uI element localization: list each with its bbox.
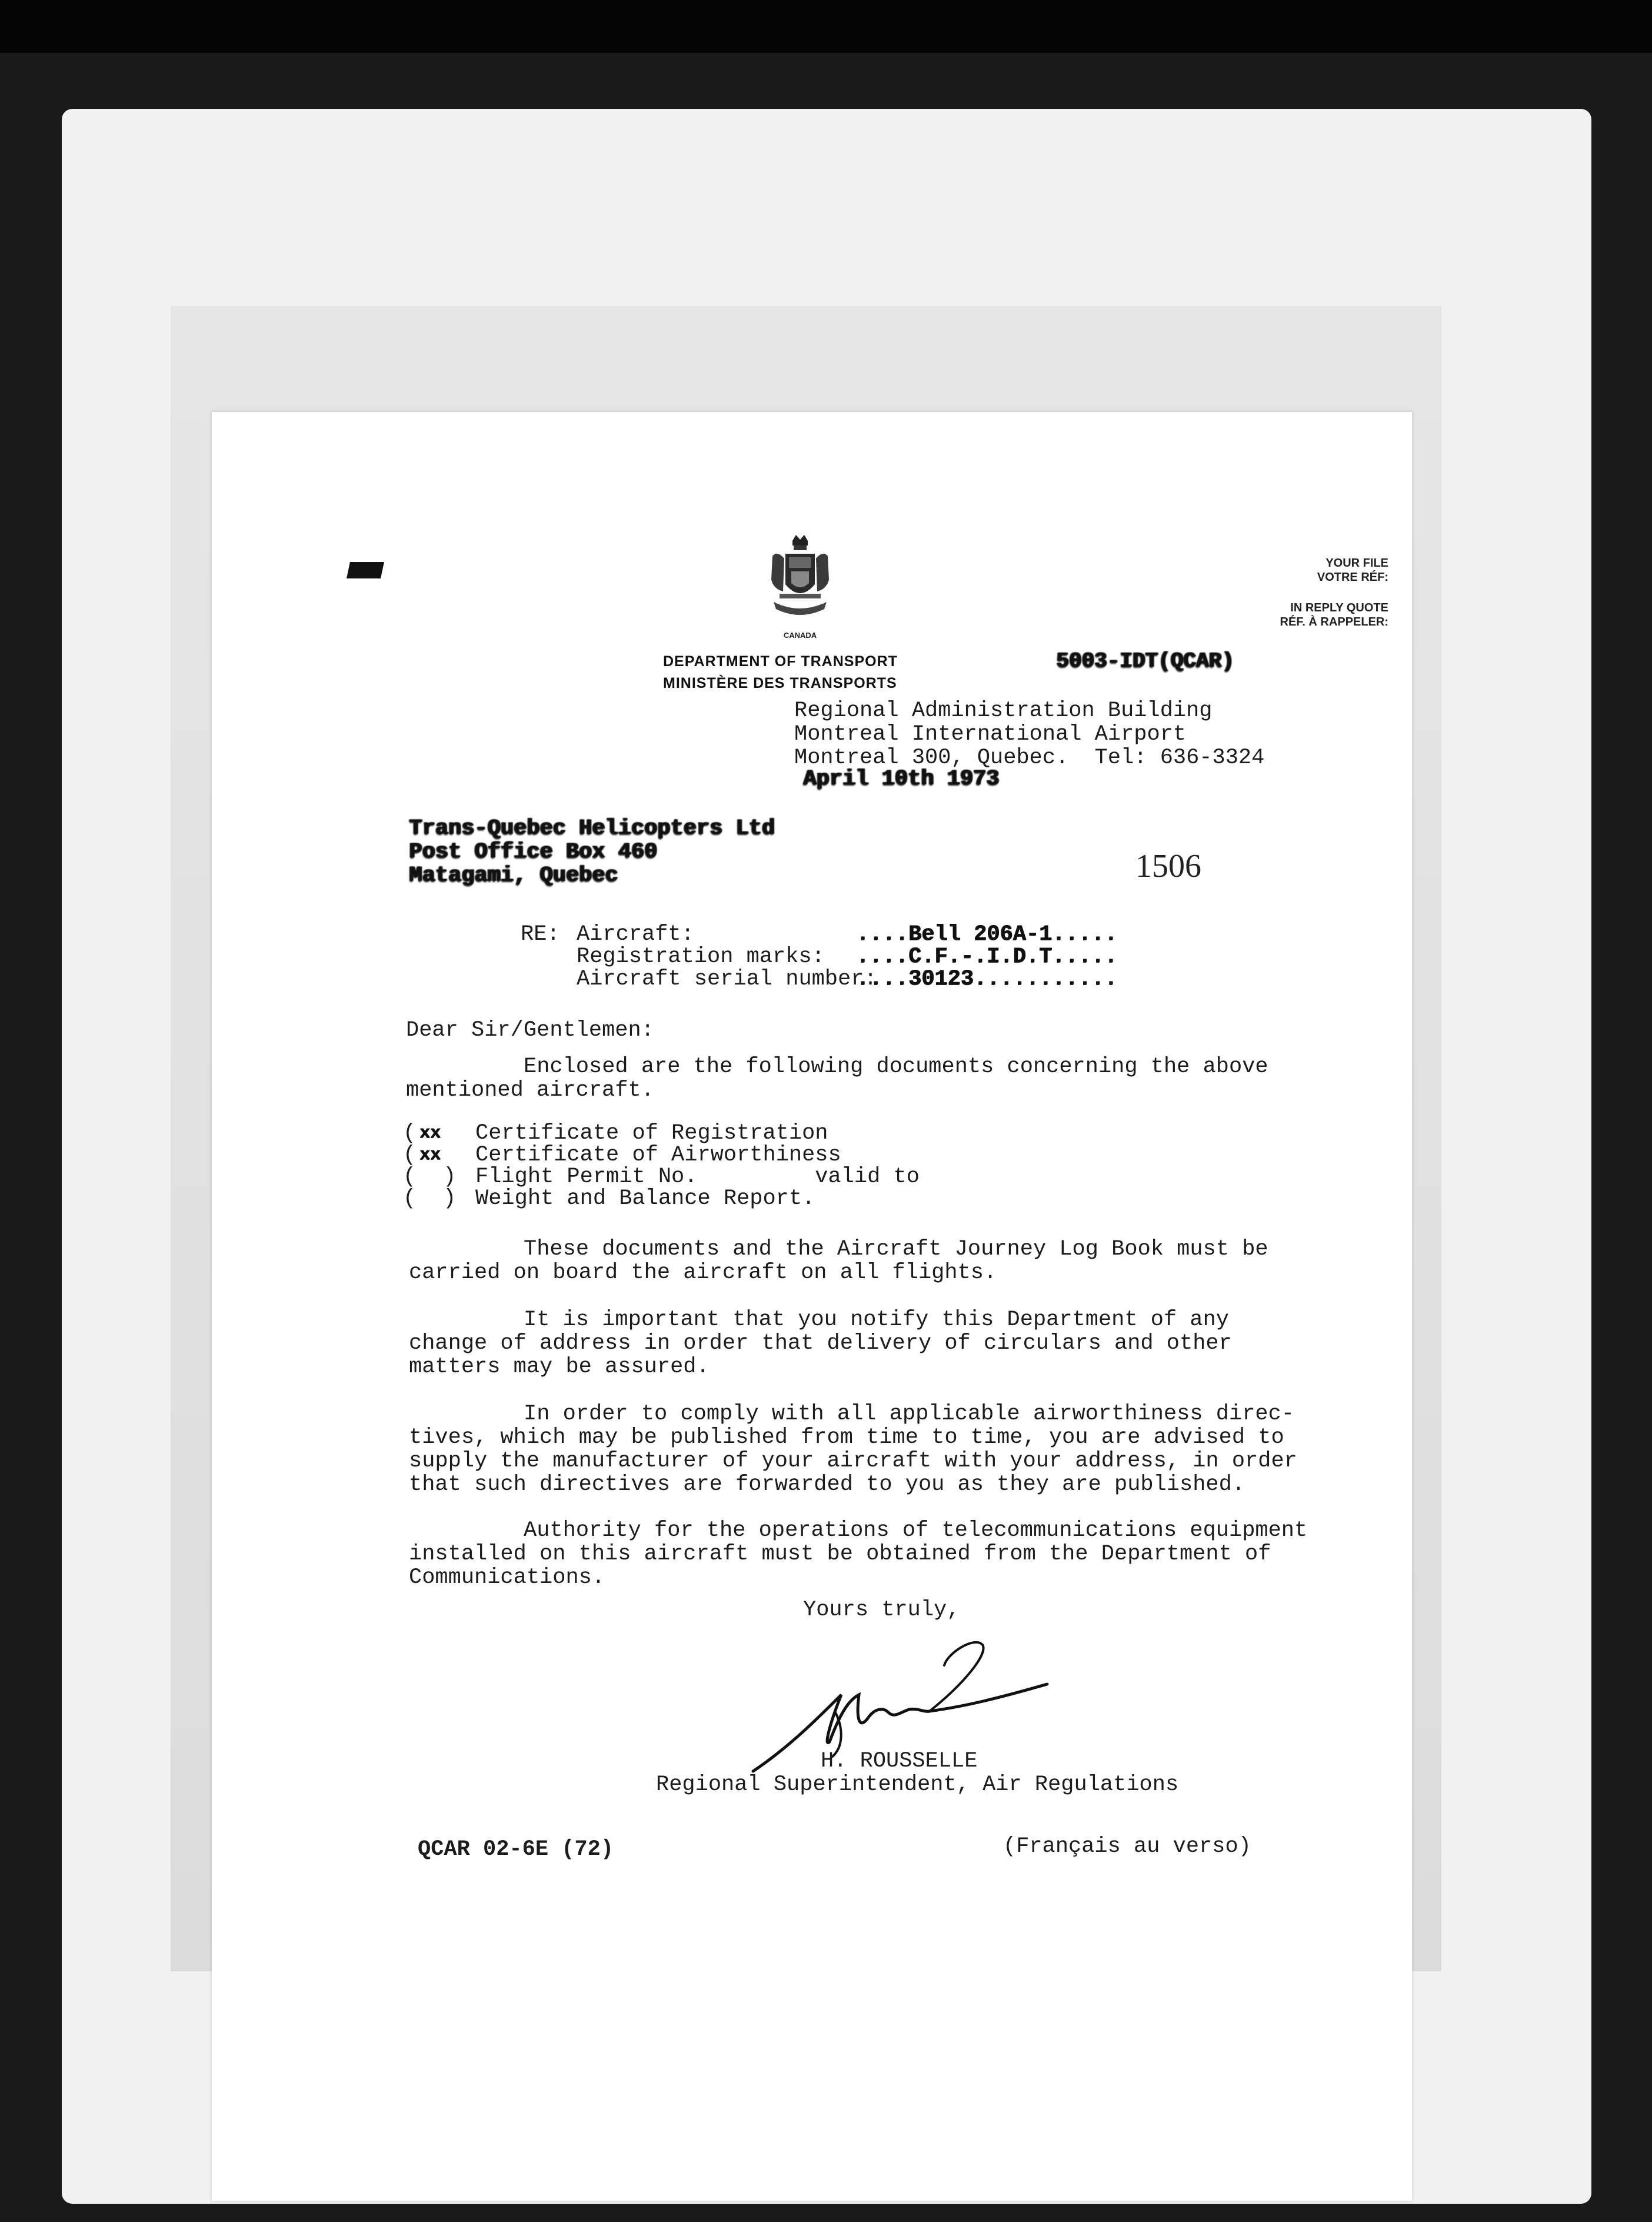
paragraph-line: change of address in order that delivery of circulars and other xyxy=(409,1331,1232,1356)
office-address-line: Montreal International Airport xyxy=(794,722,1187,747)
recipient-line: Trans-Quebec Helicopters Ltd xyxy=(409,816,775,841)
paragraph-line: supply the manufacturer of your aircraft with your address, in order xyxy=(409,1449,1297,1473)
paragraph-line: These documents and the Aircraft Journey Log Book must be xyxy=(524,1237,1268,1262)
signer-title: Regional Superintendent, Air Regulations xyxy=(656,1772,1179,1797)
your-file-label: YOUR FILE xyxy=(1325,557,1388,570)
department-name-en: DEPARTMENT OF TRANSPORT xyxy=(663,653,898,670)
checkbox-mark: xx xyxy=(419,1145,441,1165)
letter-date: April 10th 1973 xyxy=(803,767,1000,791)
paragraph-line: Communications. xyxy=(409,1565,605,1590)
department-name-fr: MINISTÈRE DES TRANSPORTS xyxy=(663,675,897,691)
checkbox-open: ( xyxy=(403,1186,417,1211)
reply-quote-label: IN REPLY QUOTE xyxy=(1290,601,1388,614)
re-registration-label: Registration marks: xyxy=(577,944,825,969)
document-item: Weight and Balance Report. xyxy=(475,1186,815,1211)
recipient-line: Post Office Box 460 xyxy=(409,840,657,864)
re-aircraft-label: Aircraft: xyxy=(577,922,694,947)
re-aircraft-value: ....Bell 206A-1..... xyxy=(856,922,1118,947)
reply-reference: 5003-IDT(QCAR) xyxy=(1056,649,1234,673)
salutation: Dear Sir/Gentlemen: xyxy=(406,1018,654,1043)
canada-crest-icon xyxy=(762,533,838,630)
re-label: RE: xyxy=(521,922,560,947)
french-note: (Français au verso) xyxy=(1003,1834,1251,1859)
document-item: Certificate of Registration xyxy=(475,1121,828,1146)
ink-mark xyxy=(347,562,384,578)
paragraph-line: that such directives are forwarded to you as they are published. xyxy=(409,1472,1245,1497)
recipient-line: Matagami, Quebec xyxy=(409,863,618,888)
re-serial-label: Aircraft serial number: xyxy=(577,967,877,992)
closing: Yours truly, xyxy=(803,1598,960,1622)
your-file-label-fr: VOTRE RÉF: xyxy=(1317,571,1388,584)
paragraph-line: installed on this aircraft must be obtained from the Department of xyxy=(409,1542,1271,1566)
paragraph-line: carried on board the aircraft on all flights. xyxy=(409,1260,997,1285)
re-registration-value: ....C.F.-.I.D.T..... xyxy=(856,944,1118,969)
stamp-number: 1506 xyxy=(1135,848,1201,884)
paragraph-line: Authority for the operations of telecommunications equipment xyxy=(524,1518,1308,1543)
intro-line: Enclosed are the following documents concerning the above xyxy=(524,1055,1268,1079)
intro-line: mentioned aircraft. xyxy=(406,1078,654,1103)
re-serial-value: ....30123........... xyxy=(856,967,1118,992)
checkbox-open: ( xyxy=(403,1165,417,1189)
paragraph-line: tives, which may be published from time to time, you are advised to xyxy=(409,1425,1284,1450)
signer-name: H. ROUSSELLE xyxy=(821,1749,978,1774)
form-number: QCAR 02-6E (72) xyxy=(418,1837,614,1862)
checkbox-close: ) xyxy=(443,1186,457,1211)
paragraph-line: In order to comply with all applicable airworthiness direc- xyxy=(524,1402,1295,1426)
checkbox-open: ( xyxy=(403,1143,417,1167)
letter-page xyxy=(212,412,1412,2201)
office-address-line: Montreal 300, Quebec. Tel: 636-3324 xyxy=(794,746,1265,770)
film-top-edge xyxy=(0,0,1652,53)
checkbox-mark: xx xyxy=(419,1123,441,1143)
document-item: Certificate of Airworthiness xyxy=(475,1143,841,1167)
document-item: Flight Permit No. valid to xyxy=(475,1165,920,1189)
checkbox-close: ) xyxy=(443,1165,457,1189)
paragraph-line: It is important that you notify this Department of any xyxy=(524,1308,1229,1332)
crest-label: CANADA xyxy=(783,631,817,640)
reply-quote-label-fr: RÉF. À RAPPELER: xyxy=(1280,616,1388,628)
office-address-line: Regional Administration Building xyxy=(794,698,1213,723)
checkbox-open: ( xyxy=(403,1121,417,1146)
paragraph-line: matters may be assured. xyxy=(409,1355,710,1379)
